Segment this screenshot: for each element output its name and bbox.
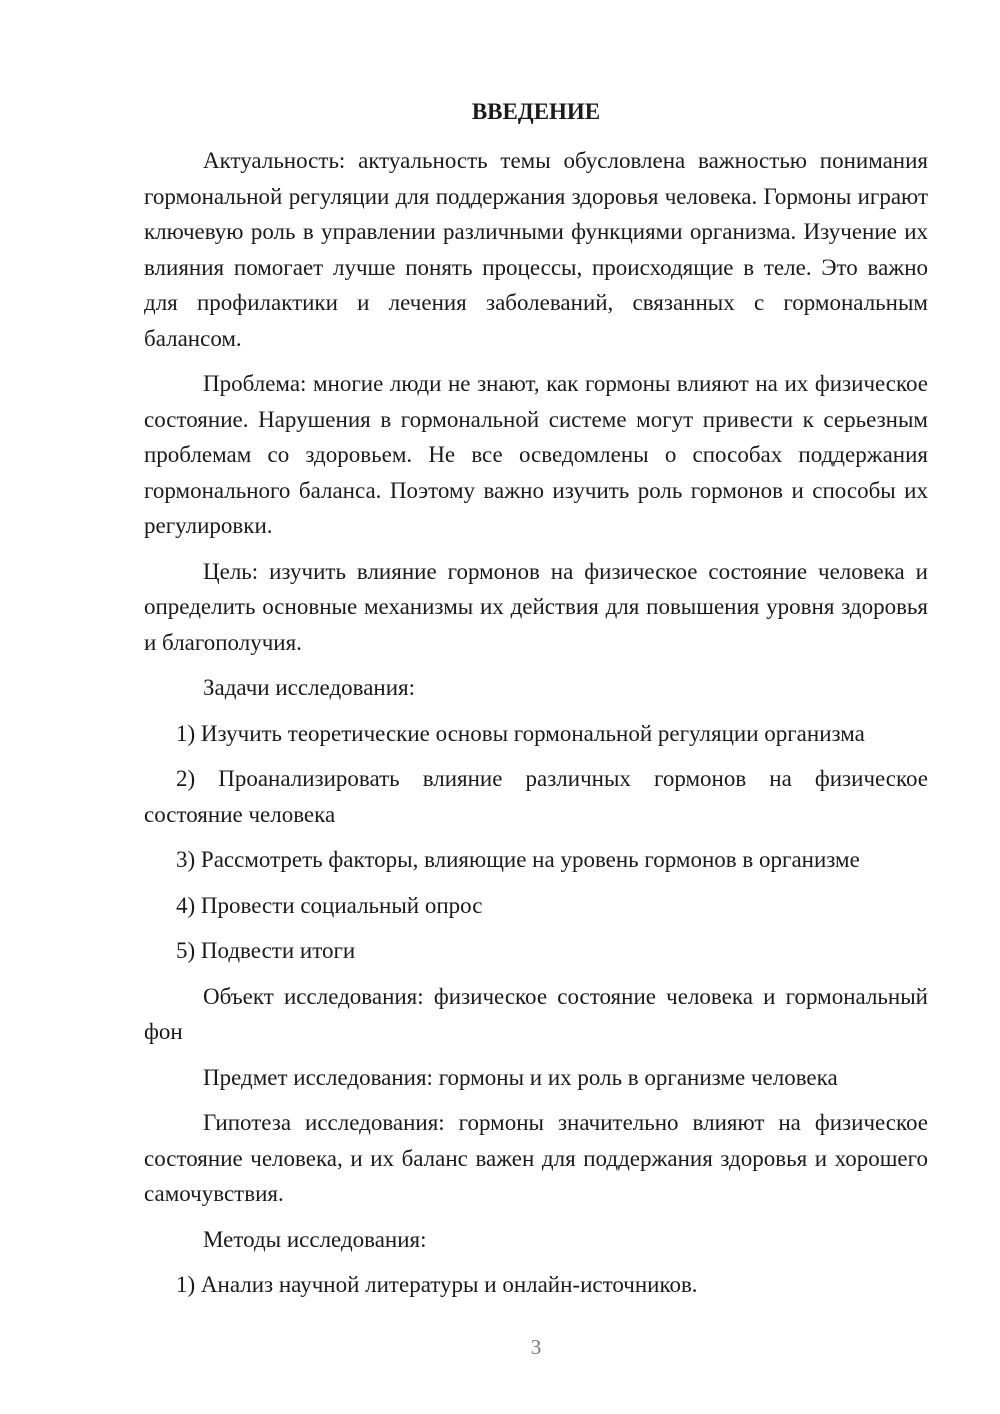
subject-paragraph: Предмет исследования: гормоны и их роль в организме человека: [203, 1064, 838, 1090]
hypothesis-paragraph: Гипотеза исследования: гормоны значительно влияют на физическое состояние человека, и их баланс важен для поддержания здоровья и хорошего самочувствия.: [144, 1110, 928, 1206]
problem-paragraph: Проблема: многие люди не знают, как гормоны влияют на их физическое состояние. Нарушения в гормональной системе могут привести к серьезным проблемам со здоровьем. Не все осведомлены о способах поддержания гормонального баланса. Поэтому важно изучить роль гормонов и способы их регулировки.: [144, 371, 928, 538]
tasks-heading: Задачи исследования:: [203, 675, 416, 700]
task-item-4: 4) Провести социальный опрос: [176, 892, 483, 918]
goal-paragraph: Цель: изучить влияние гормонов на физическое состояние человека и определить основные механизмы их действия для повышения уровня здоровья и благополучия.: [144, 558, 928, 655]
object-paragraph: Объект исследования: физическое состояние человека и гормональный фон: [144, 983, 928, 1044]
document-body: [144, 143, 928, 1313]
page-number: 3: [530, 1335, 542, 1359]
relevance-paragraph: Актуальность: актуальность темы обусловлена важностью понимания гормональной регуляции для поддержания здоровья человека. Гормоны играют ключевую роль в управлении различными функциями организма. Изучение их влияния помогает лучше понять процессы, происходящие в теле. Это важно для профилактики и лечения заболеваний, связанных с гормональным балансом.: [144, 148, 928, 351]
task-item-5: 5) Подвести итоги: [176, 938, 356, 963]
task-item-3: 3) Рассмотреть факторы, влияющие на уровень гормонов в организме: [176, 847, 860, 872]
method-item-1: 1) Анализ научной литературы и онлайн-источников.: [176, 1272, 698, 1297]
page-title: ВВЕДЕНИЕ: [471, 99, 601, 124]
task-item-1: 1) Изучить теоретические основы гормональной регуляции организма: [176, 720, 865, 746]
task-item-2: 2) Проанализировать влияние различных гормонов на физическое состояние человека: [144, 766, 928, 827]
methods-heading: Методы исследования:: [203, 1226, 427, 1252]
